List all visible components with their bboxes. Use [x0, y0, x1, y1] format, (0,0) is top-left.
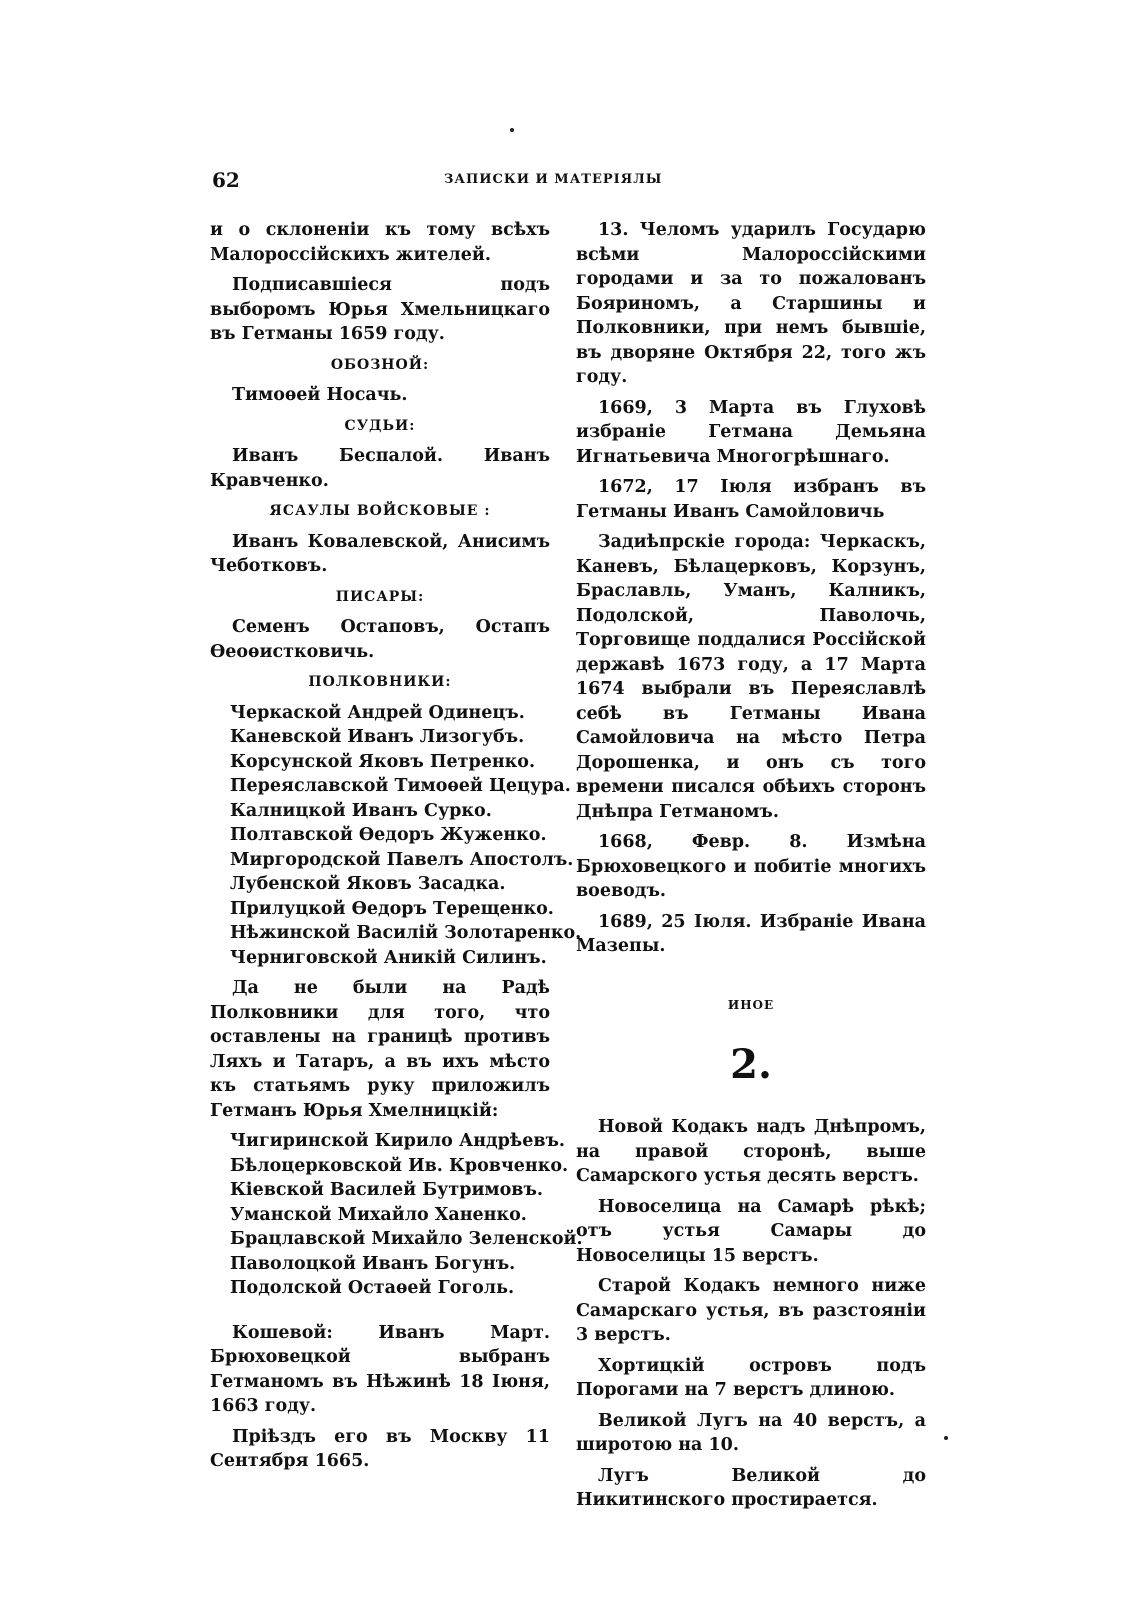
scribes-heading: ПИСАРЫ:: [335, 588, 425, 605]
left-column: [210, 218, 583, 1480]
list-item: Переяславской Тимоѳей Цецура.: [230, 776, 571, 796]
list-item: Корсунской Яковъ Петренко.: [230, 751, 536, 772]
staroy-kodak-paragraph: Старой Кодакъ немного ниже Самарскаго устья, въ разстояніи 3 верстъ.: [576, 1276, 926, 1345]
novoy-kodak-paragraph: Новой Кодакъ надъ Днѣпромъ, на правой сторонѣ, выше Самарского устья десять верстъ.: [576, 1117, 926, 1186]
list-item: Каневской Иванъ Лизогубъ.: [230, 727, 525, 747]
koshevoy-paragraph: Кошевой: Иванъ Март. Брюховецкой выбранъ Гетманомъ въ Нѣжинѣ 18 Іюня, 1663 году.: [210, 1322, 550, 1416]
scribes-names: Семенъ Остаповъ, Остапъ Ѳеоѳистковичь.: [210, 617, 550, 662]
oboznoy-heading: ОБОЗНОЙ:: [330, 356, 430, 373]
section-heading: ИНОЕ: [727, 997, 775, 1012]
list-item: Черкаской Андрей Одинецъ.: [230, 702, 525, 723]
list-item: Кіевской Василей Бутримовъ.: [230, 1180, 543, 1200]
lug-extends-paragraph: Лугъ Великой до Никитинского простирается.: [576, 1465, 926, 1510]
list-item: Чигиринской Кирило Андрѣевъ.: [230, 1131, 566, 1151]
intro-paragraph: и о склоненіи къ тому всѣхъ Малороссійскихъ жителей.: [210, 220, 550, 265]
khortitsa-paragraph: Хортицкій островъ подъ Порогами на 7 верстъ длиною.: [576, 1355, 926, 1400]
absent-colonels-list: [210, 1129, 583, 1301]
velikoy-lug-paragraph: Великой Лугъ на 40 верстъ, а широтою на 10.: [576, 1410, 926, 1455]
page-number: 62: [212, 168, 240, 192]
oboznoy-name: Тимоѳей Носачь.: [232, 385, 408, 405]
running-title: ЗАПИСКИ И МАТЕРІЯЛЫ: [444, 172, 663, 187]
absent-note: Да не были на Радѣ Полковники для того, что оставлены на границѣ противъ Ляхъ и Татаръ, а въ ихъ мѣсто къ статьямъ руку приложилъ Гетманъ Юрья Хмелницкій:: [210, 978, 550, 1121]
list-item: Брацлавской Михайло Зеленской.: [230, 1229, 583, 1249]
item-1669-paragraph: 1669, 3 Марта въ Глуховѣ избраніе Гетмана Демьяна Игнатьевича Многогрѣшнаго.: [576, 397, 926, 467]
ink-speck: [944, 1436, 948, 1440]
page-header: [212, 168, 928, 200]
colonels-list: [210, 701, 582, 971]
list-item: Подолской Остаѳей Гоголь.: [230, 1278, 515, 1298]
signatories-title: Подписавшіеся подъ выборомъ Юрья Хмельницкаго въ Гетманы 1659 году.: [210, 275, 550, 344]
section-numeral: 2.: [730, 1041, 772, 1088]
list-item: Черниговской Аникій Силинъ.: [230, 947, 547, 968]
list-item: Нѣжинской Василій Золотаренко.: [230, 923, 582, 943]
list-item: Миргородской Павелъ Апостолъ.: [230, 849, 574, 870]
ink-speck: [510, 128, 514, 132]
item-13-paragraph: 13. Челомъ ударилъ Государю всѣми Малороссійскими городами и за то пожалованъ Бояриномъ, а Старшины и Полковники, при немъ бывшіе, въ дворяне Октября 22, того жъ году.: [576, 220, 926, 387]
novoselitsa-paragraph: Новоселица на Самарѣ рѣкѣ; отъ устья Самары до Новоселицы 15 верстъ.: [576, 1196, 926, 1266]
list-item: Паволоцкой Иванъ Богунъ.: [230, 1253, 516, 1274]
colonels-heading: ПОЛКОВНИКИ:: [308, 674, 452, 690]
item-1668-paragraph: 1668, Февр. 8. Измѣна Брюховецкого и побитіе многихъ воеводъ.: [576, 832, 926, 901]
judges-heading: СУДЬИ:: [344, 417, 416, 434]
esauls-names: Иванъ Ковалевской, Анисимъ Чеботковъ.: [210, 531, 550, 576]
list-item: Полтавской Ѳедоръ Жуженко.: [230, 825, 547, 845]
right-column: [576, 218, 926, 1519]
list-item: Бѣлоцерковской Ив. Кровченко.: [230, 1155, 569, 1176]
item-1672-paragraph: 1672, 17 Іюля избранъ въ Гетманы Иванъ Самойловичь: [576, 477, 926, 522]
list-item: Прилуцкой Ѳедоръ Терещенко.: [230, 898, 554, 919]
item-1689-paragraph: 1689, 25 Іюля. Избраніе Ивана Мазепы.: [576, 911, 926, 956]
list-item: Лубенской Яковъ Засадка.: [230, 874, 506, 894]
judges-names: Иванъ Беспалой. Иванъ Кравченко.: [210, 446, 550, 491]
list-item: Калницкой Иванъ Сурко.: [230, 800, 492, 821]
zadneprovskie-paragraph: Задиѣпрскіе города: Черкаскъ, Каневъ, Бѣлацерковъ, Корзунъ, Браславль, Уманъ, Калникъ, Подолской, Паволочь, Торговище поддалися Россійской державѣ 1673 году, а 17 Марта 1674 выбрали въ Переяславлѣ себѣ въ Гетманы Ивана Самойловича на мѣсто Петра Дорошенка, и онъ съ того времени писался обѣихъ сторонъ Днѣпра Гетманомъ.: [576, 532, 926, 822]
esauls-heading: ЯСАУЛЫ ВОЙСКОВЫЕ :: [269, 503, 491, 519]
list-item: Уманской Михайло Ханенко.: [230, 1204, 527, 1225]
arrival-paragraph: Пріѣздъ его въ Москву 11 Сентября 1665.: [210, 1426, 550, 1471]
